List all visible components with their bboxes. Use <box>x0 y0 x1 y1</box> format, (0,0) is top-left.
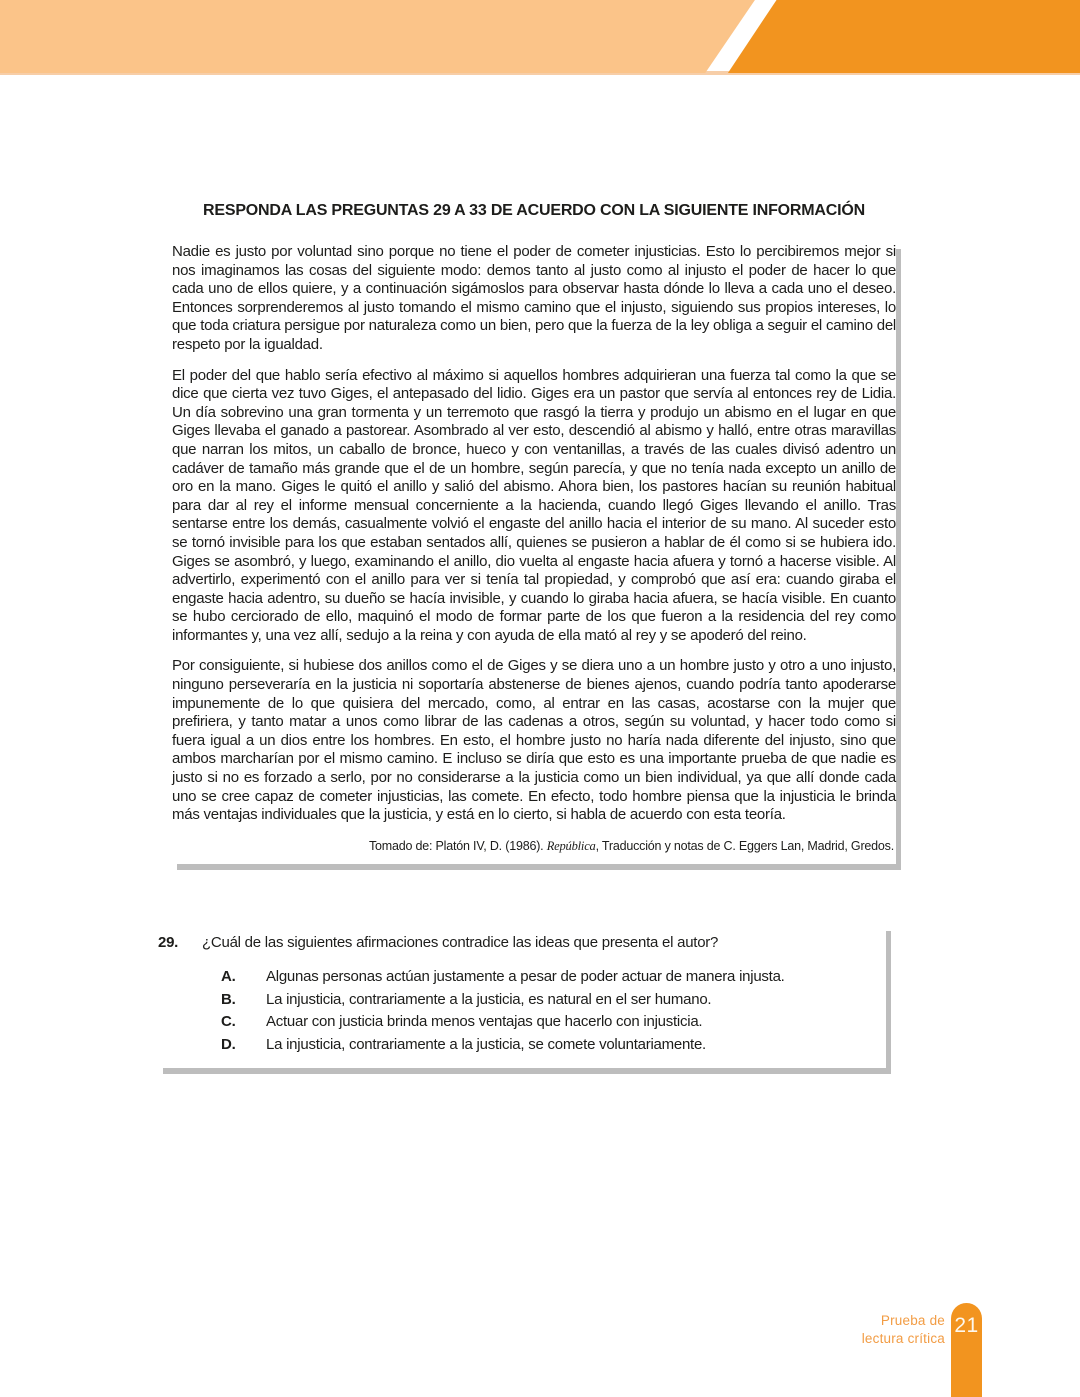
question-text: ¿Cuál de las siguientes afirmaciones contradice las ideas que presenta el autor? <box>202 934 719 951</box>
footer-section-label <box>862 1312 945 1347</box>
question-panel <box>158 925 886 1068</box>
option-label-c: C. <box>221 1013 236 1030</box>
option-row-d <box>158 1034 886 1057</box>
source-attribution <box>172 837 896 864</box>
option-label-b: B. <box>221 990 236 1008</box>
passage-paragraph-3: Por consiguiente, si hubiese dos anillos como el de Giges y se diera uno a un hombre justo y otro a uno injusto, ninguno perseveraría en la justicia ni soportaría abstenerse de bienes ajenos, cuando podría tanto apoderarse impunemente de lo que quisiera del mercado, como, al entrar en las casas, acostarse con la mujer que prefiriera, y tanto matar a unos como librar de las cadenas a otros, según su voluntad, y hacer todo como si fuera igual a un dios entre los hombres. En esto, el hombre justo no haría nada diferente del injusto, sino que ambos marcharían por el mismo camino. E incluso se diría que esto es una importante prueba de que nadie es justo si no es forzado a serlo, por no considerarse a la justicia como un bien individual, ya que allí donde cada uno se cree capaz de cometer injusticias, las comete. En efecto, todo hombre piensa que la injusticia le brinda más ventajas individuales que la justicia, y está en lo cierto, si habla de acuerdo con esta teoría. <box>172 657 896 824</box>
footer-label-line2: lectura crítica <box>861 1330 945 1346</box>
question-number: 29. <box>158 934 179 951</box>
option-text-d: La injusticia, contrariamente a la justicia, se comete voluntariamente. <box>266 1035 706 1053</box>
passage-paragraph-1: Nadie es justo por voluntad sino porque no tiene el poder de cometer injusticias. Esto lo percibiremos mejor si nos imaginamos las cosas del siguiente modo: demos tanto al justo como al injusto el poder de hacer lo que cada uno de ellos quiere, y a continuación sigámoslos para observar hasta dónde lo lleva a cada uno el deseo. Entonces sorprenderemos al justo tomando el mismo camino que el injusto, siguiendo sus propios intereses, lo que toda criatura persigue por naturaleza como un bien, pero que la fuerza de la ley obliga a seguir el camino del respeto por la igualdad. <box>172 243 896 353</box>
option-row-c <box>158 1011 886 1034</box>
option-text-c: Actuar con justicia brinda menos ventajas que hacerlo con injusticia. <box>266 1013 703 1030</box>
option-row-b <box>158 989 886 1012</box>
option-label-a: A. <box>221 968 236 985</box>
book-title: República <box>546 838 596 853</box>
page-number-tab <box>951 1303 982 1397</box>
page-number: 21 <box>954 1314 979 1337</box>
footer-label-line1: Prueba de <box>880 1313 945 1328</box>
instruction-title: RESPONDA LAS PREGUNTAS 29 A 33 DE ACUERDO CON LA SIGUIENTE INFORMACIÓN <box>203 202 865 219</box>
question-row <box>158 933 886 952</box>
attribution-suffix: , Traducción y notas de C. Eggers Lan, Madrid, Gredos. <box>595 838 894 853</box>
passage-paragraph-2: El poder del que hablo sería efectivo al máximo si aquellos hombres adquirieran una fuerza tal como la que se dice que cierta vez tuvo Giges, el antepasado del lidio. Giges era un pastor que servía al entonces rey de Lidia. Un día sobrevino una gran tormenta y un terremoto que rasgó la tierra y produjo un abismo en el lugar en que Giges llevaba el ganado a pastorear. Asombrado al ver esto, descendió al abismo y halló, entre otras maravillas que narran los mitos, un caballo de bronce, hueco y con ventanillas, a través de las cuales divisó adentro un cadáver de tamaño más grande que el de un hombre, según parecía, y que no tenía nada excepto un anillo de oro en la mano. Giges le quitó el anillo y salió del abismo. Ahora bien, los pastores hacían su reunión habitual para dar al rey el informe mensual concerniente a la hacienda, cuando llegó Giges llevando el anillo. Tras sentarse entre los demás, casualmente volvió el engaste del anillo hacia el interior de su mano. Al suceder esto se tornó invisible para los que estaban sentados allí, quienes se pusieron a hablar de él como si se hubiera ido. Giges se asombró, y luego, examinando el anillo, dio vuelta al engaste hacia afuera y tornó a hacerse visible. Al advertirlo, experimentó con el anillo para ver si tenía tal propiedad, y comprobó que así era: cuando giraba el engaste hacia adentro, su dueño se hacía invisible, y cuando lo giraba hacia afuera, se hacía visible. En cuanto se hubo cerciorado de ello, maquinó el modo de formar parte de los que fueron a la residencia del rey como informantes y, una vez allí, sedujo a la reina y con ayuda de ella mató al rey y se apoderó del reino. <box>172 366 896 644</box>
option-text-a: Algunas personas actúan justamente a pesar de poder actuar de manera injusta. <box>266 968 785 985</box>
attribution-prefix: Tomado de: Platón IV, D. (1986). <box>368 838 547 853</box>
option-text-b: La injusticia, contrariamente a la justicia, es natural en el ser humano. <box>266 990 712 1008</box>
option-row-a <box>158 966 886 989</box>
options-list <box>158 966 886 1056</box>
passage-panel <box>172 243 896 864</box>
option-label-d: D. <box>221 1035 236 1053</box>
header-band <box>0 0 1080 76</box>
